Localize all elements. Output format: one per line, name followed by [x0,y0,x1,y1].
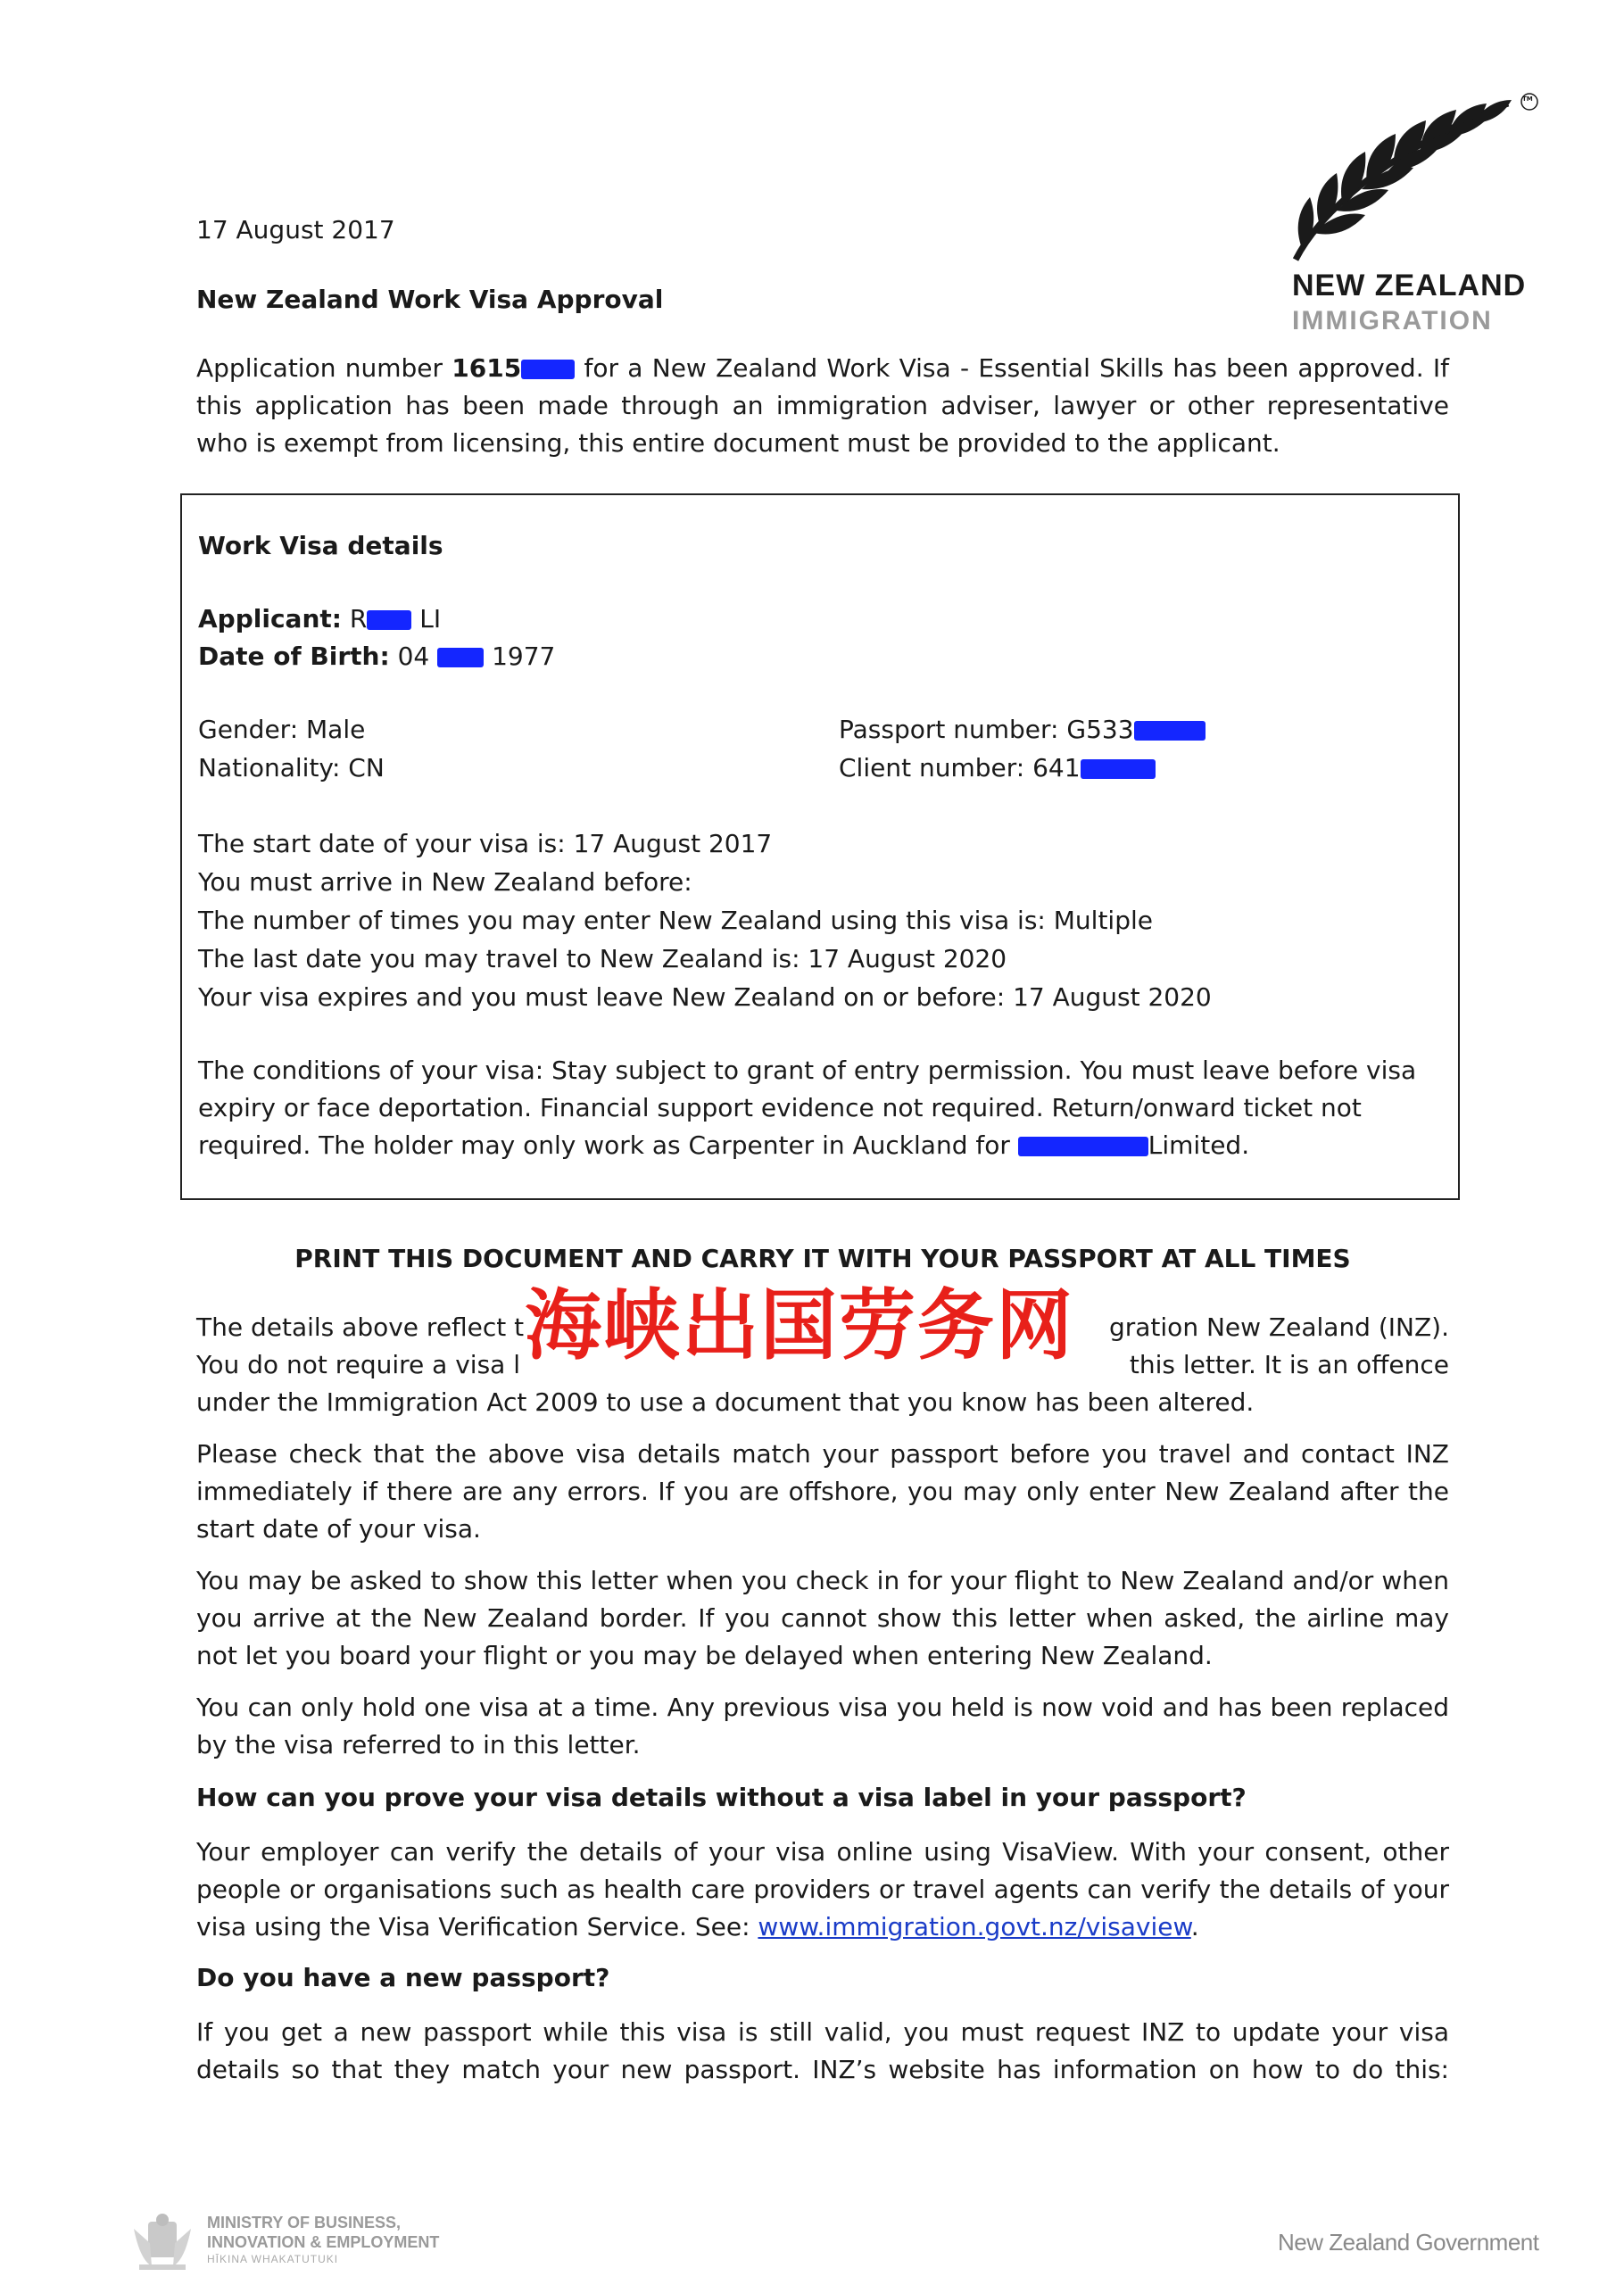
redaction-mark [521,360,575,379]
letter-date: 17 August 2017 [196,215,395,244]
arrive-before-line: You must arrive in New Zealand before: [198,867,692,897]
nationality-line: Nationality: CN [198,753,385,782]
paragraph-one-visa: You can only hold one visa at a time. Any previous visa you held is now void and has been replaced by the visa referred to in this letter. [196,1693,1449,1759]
visa-details-box [180,493,1460,1200]
details-heading: Work Visa details [198,531,443,560]
redaction-mark [1018,1137,1148,1156]
mbie-footer-logo [130,2211,505,2273]
expiry-line: Your visa expires and you must leave New Zealand on or before: 17 August 2020 [198,982,1212,1012]
paragraph-show-letter: You may be asked to show this letter when you check in for your flight to New Zealand and/or when you arrive at the New Zealand border. If you cannot show this letter when asked, the airline may not let you board your flight or you may be delayed when entering New Zealand. [196,1566,1449,1670]
paragraph-check-details: Please check that the above visa details match your passport before you travel and contact INZ immediately if there are any errors. If you are offshore, you may only enter New Zealand after the start date of your visa. [196,1439,1449,1544]
logo-subtitle: IMMIGRATION [1292,306,1493,335]
gender-line: Gender: Male [198,715,366,744]
conditions-paragraph: The conditions of your visa: Stay subject to grant of entry permission. You must leave before visa expiry or face deportation. Financial support evidence not required. Return/onward ticket not required. The holder may only work as Carpenter in Auckland for Limited. [198,1056,1417,1160]
last-travel-line: The last date you may travel to New Zealand is: 17 August 2020 [198,944,1007,973]
visaview-link[interactable]: www.immigration.govt.nz/visaview [758,1912,1191,1941]
nz-immigration-logo [1285,86,1553,344]
heading-new-passport: Do you have a new passport? [196,1963,610,1992]
dob-line: Date of Birth: 04 1977 [198,642,556,671]
redaction-mark [1081,759,1156,779]
silver-fern-icon [1285,86,1553,264]
coat-of-arms-icon [130,2211,195,2273]
letter-title: New Zealand Work Visa Approval [196,285,664,314]
intro-paragraph: Application number 1615 for a New Zealand Work Visa - Essential Skills has been approved. If this application has been made through an immigration adviser, lawyer or other representative who is exempt from licensing, this entire document must be provided to the applicant. [196,353,1449,458]
redaction-mark [1134,721,1206,741]
heading-prove-details: How can you prove your visa details without a visa label in your passport? [196,1783,1247,1812]
logo-name: NEW ZEALAND [1292,269,1527,302]
paragraph-visaview: Your employer can verify the details of your visa online using VisaView. With your consent, other people or organisations such as health care providers or travel agents can verify the details of your visa using the Visa Verification Service. See: www.immigration.govt.nz/visaview. [196,1837,1449,1941]
passport-line: Passport number: G533 [839,711,1206,749]
redaction-mark [437,648,484,667]
trademark-mark: TM [1522,95,1533,103]
watermark-text: 海峡出国劳务网 [525,1281,1074,1370]
print-notice: PRINT THIS DOCUMENT AND CARRY IT WITH YOUR PASSPORT AT ALL TIMES [294,1244,1351,1273]
redaction-mark [367,610,411,630]
entries-line: The number of times you may enter New Zealand using this visa is: Multiple [198,906,1153,935]
client-line: Client number: 641 [839,749,1156,787]
paragraph-new-passport: If you get a new passport while this visa is still valid, you must request INZ to update your visa details so that they match your new passport. INZ’s website has information on how to do this: [196,2017,1449,2084]
nz-government-logo: New Zealand Government [1278,2229,1539,2256]
paragraph-details-reflect: The details above reflect t gration New Zealand (INZ). You do not require a visa l this letter. It is an offence under the Immigration Act 2009 to use a document that you know has been altered. [196,1312,1449,1417]
start-date-line: The start date of your visa is: 17 August 2017 [198,829,773,858]
mbie-line-3: HĪKINA WHAKATUTUKI [207,2253,339,2265]
applicant-line: Applicant: R LI [198,604,442,633]
mbie-line-2: INNOVATION & EMPLOYMENT [207,2233,440,2251]
mbie-line-1: MINISTRY OF BUSINESS, [207,2214,402,2231]
